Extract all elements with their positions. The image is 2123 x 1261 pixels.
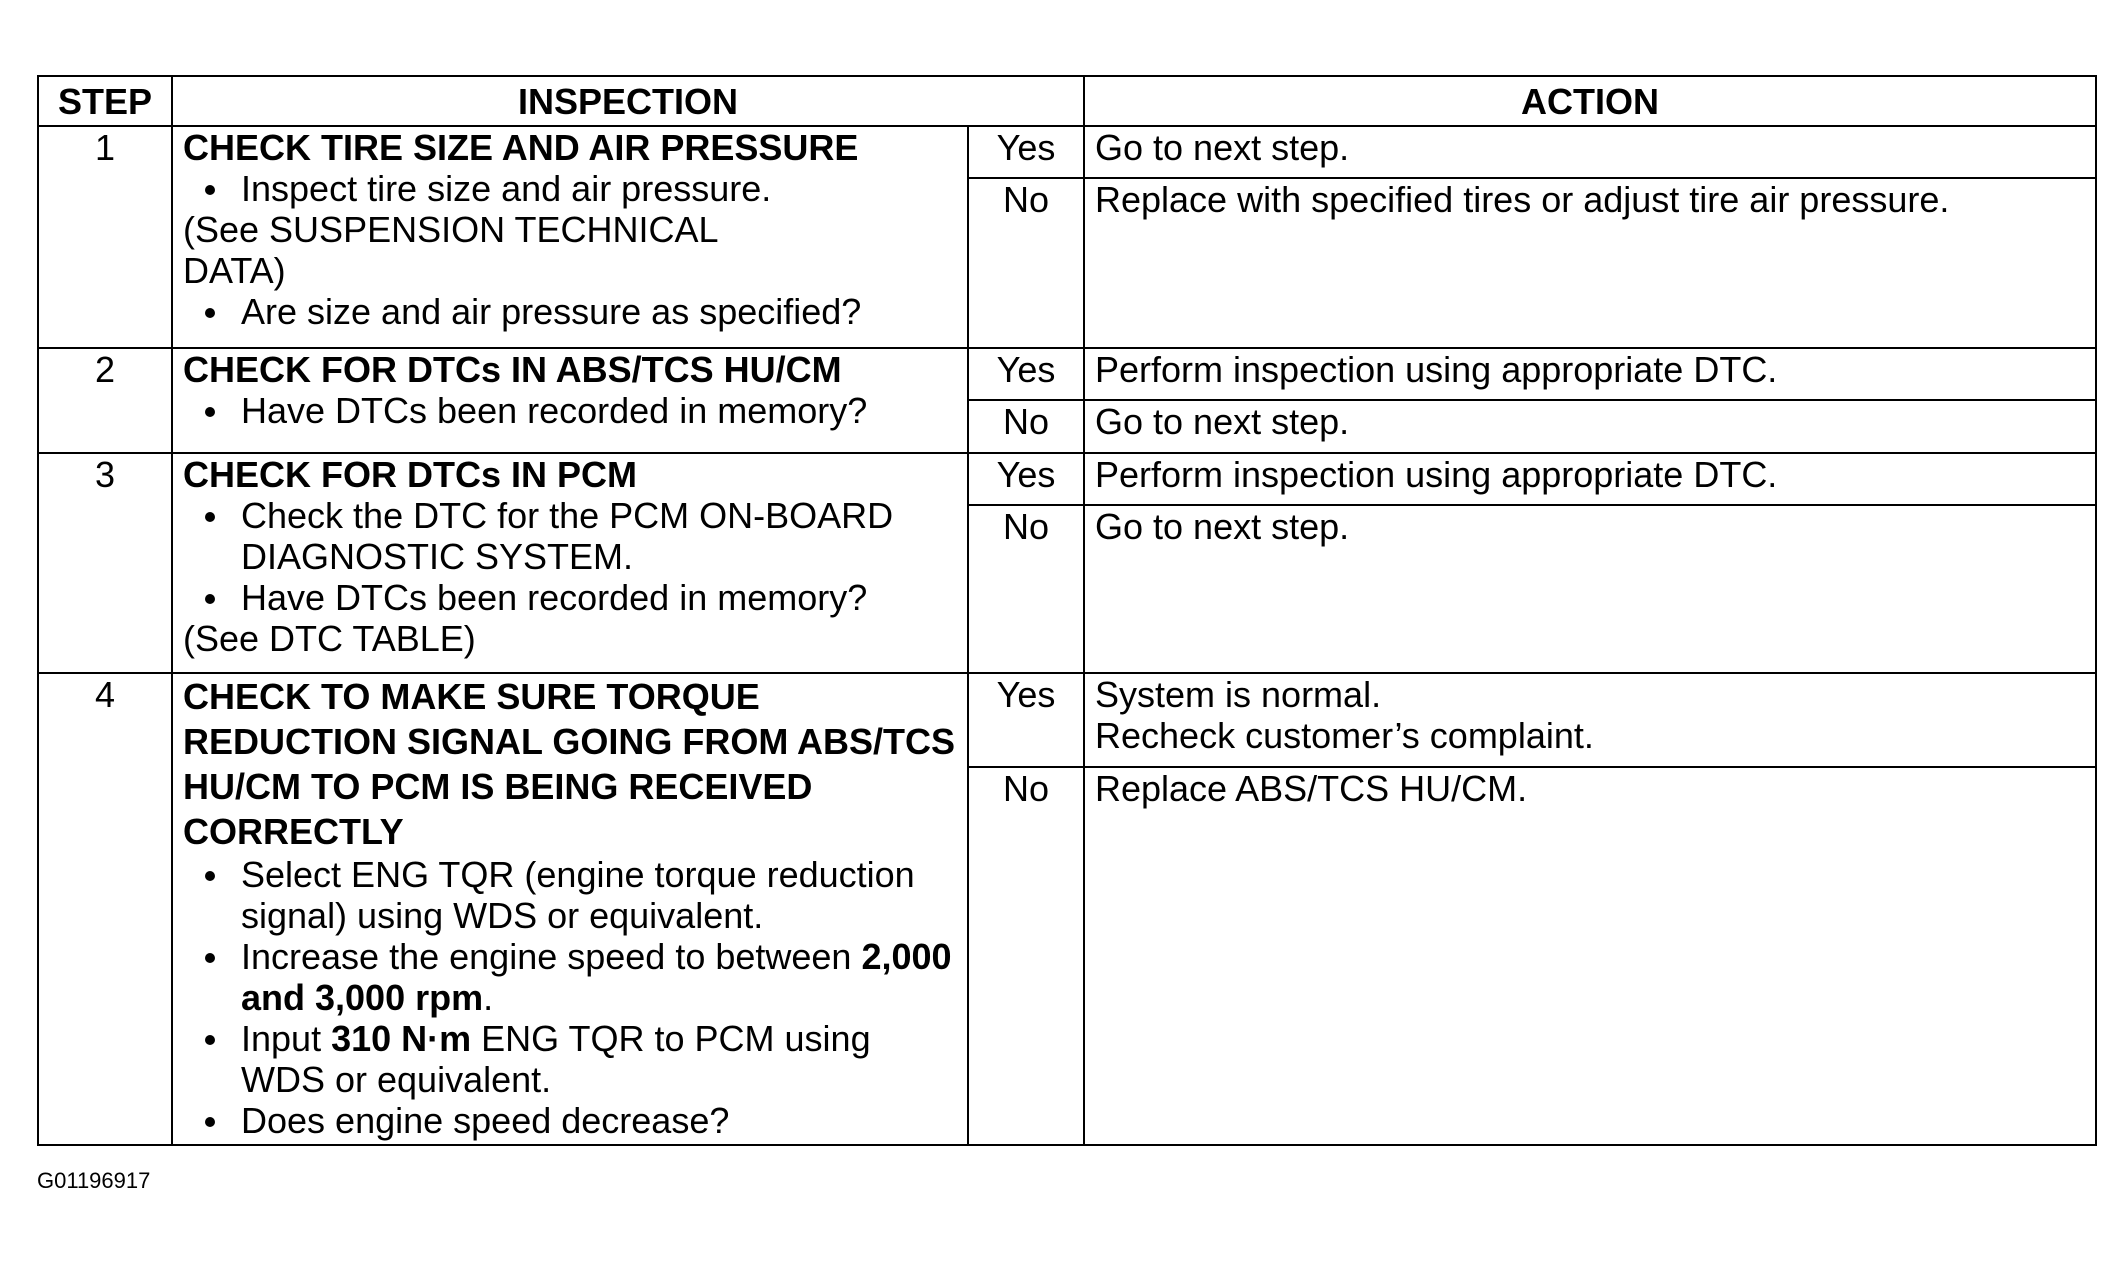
yes-action: Perform inspection using appropriate DTC. xyxy=(1084,348,2096,400)
table-row xyxy=(38,673,2096,767)
inspection-bullet: Are size and air pressure as specified? xyxy=(183,291,957,332)
table-row xyxy=(38,453,2096,505)
diagnostic-table xyxy=(37,75,2097,1146)
yes-action: Go to next step. xyxy=(1084,126,2096,178)
step-number: 3 xyxy=(38,453,172,673)
inspection-cell xyxy=(172,348,968,453)
inspection-title: CHECK TIRE SIZE AND AIR PRESSURE xyxy=(183,127,859,168)
inspection-note: DATA) xyxy=(183,250,286,291)
no-action: Go to next step. xyxy=(1084,505,2096,673)
inspection-bullet: Select ENG TQR (engine torque reduction signal) using WDS or equivalent. xyxy=(183,854,957,936)
inspection-note: (See DTC TABLE) xyxy=(183,618,476,659)
inspection-cell xyxy=(172,126,968,348)
no-action: Replace with specified tires or adjust tire air pressure. xyxy=(1084,178,2096,348)
no-label: No xyxy=(968,178,1084,348)
yes-label: Yes xyxy=(968,348,1084,400)
step-number: 4 xyxy=(38,673,172,1145)
no-action: Replace ABS/TCS HU/CM. xyxy=(1084,767,2096,1145)
inspection-bullet xyxy=(183,1018,957,1100)
inspection-bullet: Have DTCs been recorded in memory? xyxy=(183,577,957,618)
inspection-title: CHECK FOR DTCs IN ABS/TCS HU/CM xyxy=(183,349,842,390)
header-row xyxy=(38,76,2096,126)
inspection-cell xyxy=(172,673,968,1145)
header-action: ACTION xyxy=(1084,76,2096,126)
table-row xyxy=(38,126,2096,178)
figure-code: G01196917 xyxy=(37,1168,151,1193)
inspection-note: (See SUSPENSION TECHNICAL xyxy=(183,209,719,250)
yes-label: Yes xyxy=(968,673,1084,767)
inspection-bullet: Does engine speed decrease? xyxy=(183,1100,957,1141)
yes-label: Yes xyxy=(968,126,1084,178)
no-label: No xyxy=(968,505,1084,673)
inspection-title: CHECK TO MAKE SURE TORQUE REDUCTION SIGNAL GOING FROM ABS/TCS HU/CM TO PCM IS BEING RECEIVED CORRECTLY xyxy=(183,676,956,852)
header-step: STEP xyxy=(38,76,172,126)
no-action: Go to next step. xyxy=(1084,400,2096,453)
action-line: Recheck customer’s complaint. xyxy=(1095,715,1594,756)
yes-action xyxy=(1084,673,2096,767)
action-line: System is normal. xyxy=(1095,674,1382,715)
yes-label: Yes xyxy=(968,453,1084,505)
inspection-bullet: Check the DTC for the PCM ON-BOARD DIAGNOSTIC SYSTEM. xyxy=(183,495,957,577)
no-label: No xyxy=(968,767,1084,1145)
rpm-range: 2,000 and 3,000 rpm xyxy=(241,936,952,1018)
no-label: No xyxy=(968,400,1084,453)
bullet-text: Increase the engine speed to between xyxy=(241,936,862,977)
inspection-bullet: Have DTCs been recorded in memory? xyxy=(183,390,957,431)
step-number: 2 xyxy=(38,348,172,453)
inspection-title: CHECK FOR DTCs IN PCM xyxy=(183,454,638,495)
yes-action: Perform inspection using appropriate DTC. xyxy=(1084,453,2096,505)
step-number: 1 xyxy=(38,126,172,348)
bullet-text: . xyxy=(483,977,494,1018)
inspection-bullet xyxy=(183,936,957,1018)
table-row xyxy=(38,348,2096,400)
header-inspection: INSPECTION xyxy=(172,76,1084,126)
torque-value: 310 N·m xyxy=(331,1018,472,1059)
inspection-cell xyxy=(172,453,968,673)
bullet-text: Input xyxy=(241,1018,332,1059)
inspection-bullet: Inspect tire size and air pressure. xyxy=(183,168,957,209)
bullet-text: ENG TQR to PCM using WDS or equivalent. xyxy=(241,1018,871,1100)
